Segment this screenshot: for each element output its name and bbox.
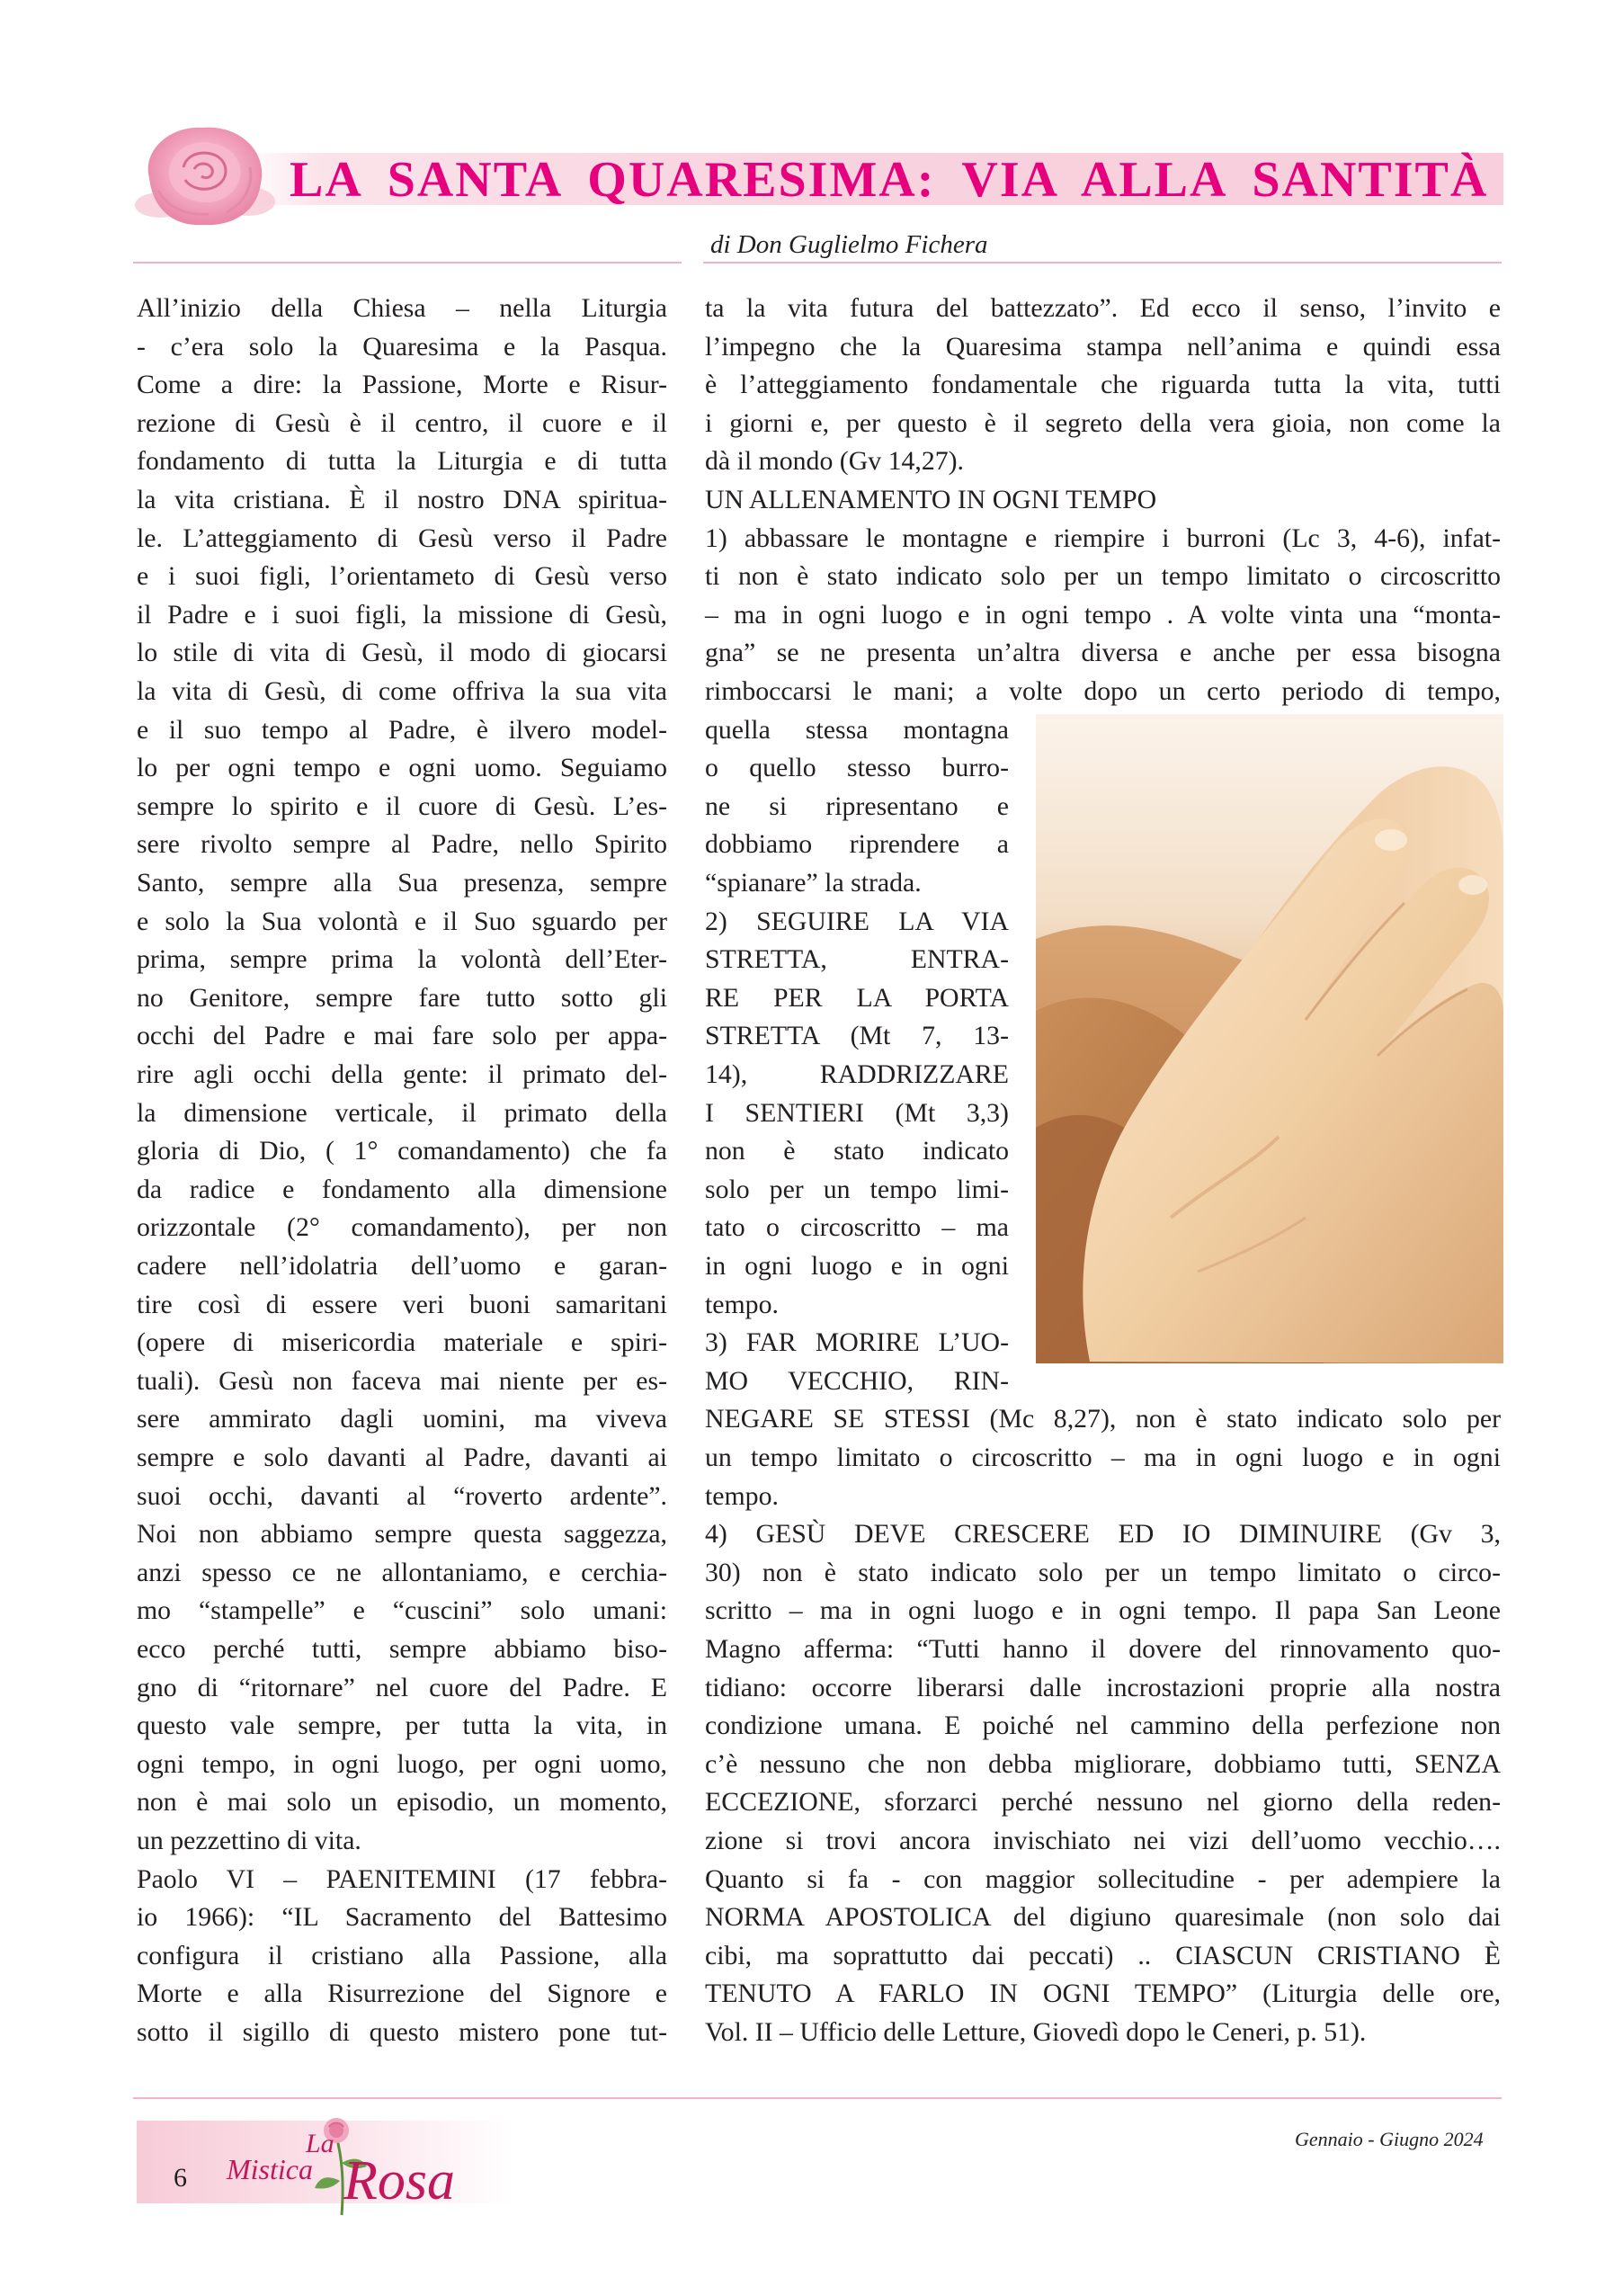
left-column-line: Come a dire: la Passione, Morte e Risur-: [137, 370, 667, 400]
left-column-line: le. L’atteggiamento di Gesù verso il Padre: [137, 523, 667, 553]
issue-date: Gennaio - Giugno 2024: [1295, 2128, 1484, 2150]
left-column-line: Noi non abbiamo sempre questa saggezza,: [137, 1519, 667, 1550]
right-column-line: Vol. II – Ufficio delle Letture, Giovedì dopo le Ceneri, p. 51).: [705, 2017, 1367, 2047]
right-column-line: i giorni e, per questo è il segreto della vera gioia, non come la: [705, 407, 1501, 438]
left-column-line: Morte e alla Risurrezione del Signore e: [137, 1979, 667, 2009]
right-column-line: cibi, ma soprattutto dai peccati) .. CIASCUN CRISTIANO È: [705, 1940, 1501, 1970]
right-column-line: ECCEZIONE, sforzarci perché nessuno nel giorno della reden-: [705, 1787, 1501, 1818]
article-author: di Don Guglielmo Fichera: [710, 230, 988, 259]
left-column-line: ogni tempo, in ogni luogo, per ogni uomo,: [137, 1748, 667, 1779]
left-column-line: il Padre e i suoi figli, la missione di Gesù,: [137, 599, 667, 630]
left-column-line: All’inizio della Chiesa – nella Liturgia: [137, 293, 667, 323]
top-rule-left: [133, 262, 682, 264]
right-column-line: MO VECCHIO, RIN-: [705, 1365, 1009, 1396]
right-column-line: 1) abbassare le montagne e riempire i burroni (Lc 3, 4-6), infat-: [705, 523, 1501, 553]
left-column-line: sempre e solo davanti al Padre, davanti ai: [137, 1443, 667, 1472]
logo-mistica: Mistica: [227, 2153, 313, 2185]
right-column-line: TENUTO A FARLO IN OGNI TEMPO” (Liturgia delle ore,: [705, 1979, 1501, 2009]
right-column-line: UN ALLENAMENTO IN OGNI TEMPO: [705, 485, 1157, 514]
left-column-line: non è mai solo un episodio, un momento,: [137, 1787, 667, 1818]
left-column-line: occhi del Padre e mai fare solo per appa-: [137, 1021, 667, 1051]
right-column-line: “spianare” la strada.: [705, 868, 922, 898]
right-column-line: o quello stesso burro-: [705, 753, 1009, 783]
logo-la: La: [306, 2129, 334, 2158]
left-column-line: rire agli occhi della gente: il primato del-: [137, 1059, 667, 1089]
left-column-line: tuali). Gesù non faceva mai niente per es-: [137, 1365, 667, 1396]
right-column-line: quella stessa montagna: [705, 714, 1009, 745]
left-column-line: orizzontale (2° comandamento), per non: [137, 1212, 667, 1243]
left-column-line: sere ammirato dagli uomini, ma viveva: [137, 1404, 667, 1434]
right-column-line: un tempo limitato o circoscritto – ma in ogni luogo e in ogni: [705, 1443, 1501, 1472]
right-column-line: ne si ripresentano e: [705, 791, 1009, 821]
right-column-line: zione si trovi ancora invischiato nei vizi dell’uomo vecchio….: [705, 1826, 1501, 1855]
left-column-line: la dimensione verticale, il primato della: [137, 1097, 667, 1128]
top-rule-right: [703, 262, 1502, 264]
right-column-line: non è stato indicato: [705, 1136, 1009, 1166]
left-column-line: sere rivolto sempre al Padre, nello Spirito: [137, 829, 667, 860]
praying-hands-desert-image: [1036, 714, 1503, 1363]
right-column-line: c’è nessuno che non debba migliorare, dobbiamo tutti, SENZA: [705, 1748, 1501, 1779]
right-column-line: 4) GESÙ DEVE CRESCERE ED IO DIMINUIRE (Gv 3,: [705, 1519, 1501, 1550]
right-column-line: – ma in ogni luogo e in ogni tempo . A volte vinta una “monta-: [705, 599, 1501, 630]
right-column-line: è l’atteggiamento fondamentale che riguarda tutta la vita, tutti: [705, 370, 1501, 400]
right-column-line: ti non è stato indicato solo per un tempo limitato o circoscritto: [705, 561, 1501, 592]
right-column-line: ta la vita futura del battezzato”. Ed ecco il senso, l’invito e: [705, 293, 1501, 323]
article-title: LA SANTA QUARESIMA: VIA ALLA SANTITÀ: [290, 152, 1489, 208]
right-column-line: 30) non è stato indicato solo per un tempo limitato o circo-: [705, 1557, 1501, 1587]
right-column-line: rimboccarsi le mani; a volte dopo un certo periodo di tempo,: [705, 676, 1501, 706]
left-column-line: la vita cristiana. È il nostro DNA spiritua-: [137, 485, 667, 514]
right-column-line: dà il mondo (Gv 14,27).: [705, 446, 965, 477]
left-column-line: no Genitore, sempre fare tutto sotto gli: [137, 982, 667, 1013]
right-column-line: tidiano: occorre liberarsi dalle incrostazioni proprie alla nostra: [705, 1672, 1501, 1702]
left-column-line: (opere di misericordia materiale e spiri-: [137, 1327, 667, 1358]
left-column-line: e i suoi figli, l’orientameto di Gesù verso: [137, 561, 667, 592]
bottom-rule: [133, 2097, 1502, 2099]
right-column-line: Magno afferma: “Tutti hanno il dovere del rinnovamento quo-: [705, 1634, 1501, 1664]
right-column-line: tempo.: [705, 1289, 779, 1319]
right-column-line: condizione umana. E poiché nel cammino della perfezione non: [705, 1711, 1501, 1741]
left-column-line: rezione di Gesù è il centro, il cuore e il: [137, 407, 667, 438]
la-mistica-rosa-logo: [209, 2109, 496, 2226]
right-column-line: l’impegno che la Quaresima stampa nell’anima e quindi essa: [705, 331, 1501, 362]
right-column-line: solo per un tempo limi-: [705, 1174, 1009, 1204]
right-column-line: NORMA APOSTOLICA del digiuno quaresimale (non solo dai: [705, 1902, 1501, 1933]
right-column-line: 14), RADDRIZZARE: [705, 1059, 1009, 1089]
left-column-line: gno di “ritornare” nel cuore del Padre. E: [137, 1672, 667, 1702]
left-column-line: sempre lo spirito e il cuore di Gesù. L’es-: [137, 791, 667, 821]
left-column-line: ecco perché tutti, sempre abbiamo biso-: [137, 1634, 667, 1664]
right-column-line: in ogni luogo e in ogni: [705, 1251, 1009, 1281]
left-column-line: gloria di Dio, ( 1° comandamento) che fa: [137, 1136, 667, 1166]
left-column-line: e il suo tempo al Padre, è ilvero model-: [137, 714, 667, 745]
right-column-line: scritto – ma in ogni luogo e in ogni tempo. Il papa San Leone: [705, 1595, 1501, 1626]
right-column-line: 3) FAR MORIRE L’UO-: [705, 1327, 1009, 1358]
right-column-line: Quanto si fa - con maggior sollecitudine - per adempiere la: [705, 1863, 1501, 1894]
left-column-line: la vita di Gesù, di come offriva la sua vita: [137, 676, 667, 706]
right-column-line: NEGARE SE STESSI (Mc 8,27), non è stato indicato solo per: [705, 1404, 1501, 1434]
left-column-line: prima, sempre prima la volontà dell’Eter-: [137, 944, 667, 975]
left-column-line: suoi occhi, davanti al “roverto ardente”.: [137, 1480, 667, 1511]
left-column-line: configura il cristiano alla Passione, alla: [137, 1940, 667, 1970]
right-column-line: STRETTA, ENTRA-: [705, 944, 1009, 975]
right-column-line: STRETTA (Mt 7, 13-: [705, 1021, 1009, 1051]
logo-rosa: Rosa: [343, 2150, 455, 2211]
left-column-line: mo “stampelle” e “cuscini” solo umani:: [137, 1595, 667, 1626]
left-column-line: cadere nell’idolatria dell’uomo e garan-: [137, 1251, 667, 1281]
left-column-line: Santo, sempre alla Sua presenza, sempre: [137, 868, 667, 898]
right-column-line: 2) SEGUIRE LA VIA: [705, 906, 1009, 936]
left-column-line: anzi spesso ce ne allontaniamo, e cerchia-: [137, 1557, 667, 1587]
left-column-line: - c’era solo la Quaresima e la Pasqua.: [137, 331, 667, 362]
left-column-line: da radice e fondamento alla dimensione: [137, 1174, 667, 1204]
left-column-line: lo stile di vita di Gesù, il modo di giocarsi: [137, 638, 667, 668]
left-column-line: fondamento di tutta la Liturgia e di tutta: [137, 446, 667, 477]
left-column-line: lo per ogni tempo e ogni uomo. Seguiamo: [137, 753, 667, 783]
right-column-line: RE PER LA PORTA: [705, 982, 1009, 1013]
right-column-line: tempo.: [705, 1480, 779, 1511]
left-column-line: e solo la Sua volontà e il Suo sguardo per: [137, 906, 667, 936]
left-column-line: questo vale sempre, per tutta la vita, in: [137, 1711, 667, 1741]
rose-icon: [133, 115, 277, 236]
left-column-line: tire così di essere veri buoni samaritani: [137, 1289, 667, 1319]
left-column-line: un pezzettino di vita.: [137, 1826, 361, 1855]
right-column-line: gna” se ne presenta un’altra diversa e anche per essa bisogna: [705, 638, 1501, 668]
left-column-line: sotto il sigillo di questo mistero pone tut-: [137, 2017, 667, 2047]
right-column-line: dobbiamo riprendere a: [705, 829, 1009, 860]
left-column-line: Paolo VI – PAENITEMINI (17 febbra-: [137, 1863, 667, 1894]
right-column-line: tato o circoscritto – ma: [705, 1212, 1009, 1243]
right-column-line: I SENTIERI (Mt 3,3): [705, 1097, 1009, 1128]
left-column-line: io 1966): “IL Sacramento del Battesimo: [137, 1902, 667, 1933]
page-number: 6: [174, 2163, 187, 2193]
